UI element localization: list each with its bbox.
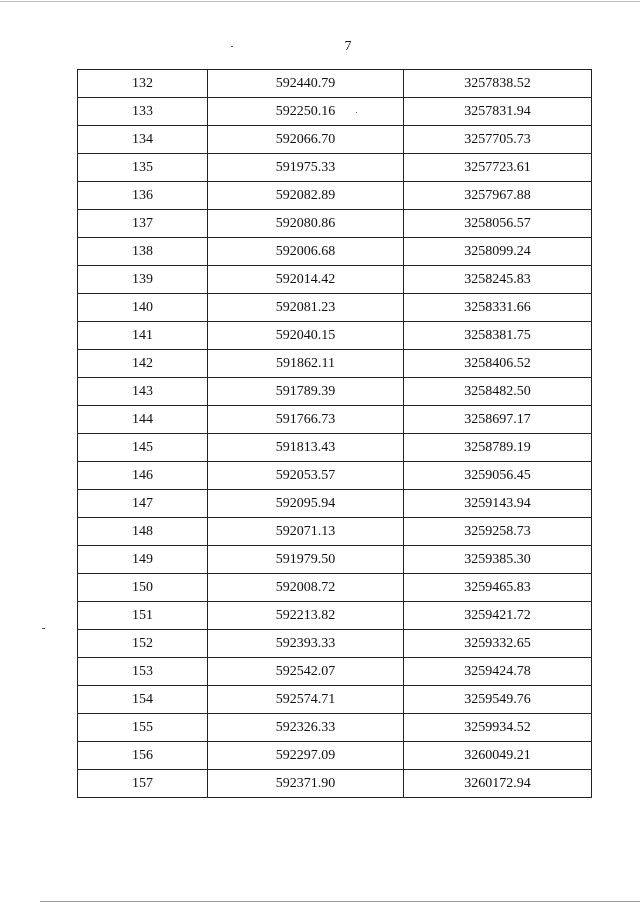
point-number-cell: 140 [78,294,208,322]
x-coordinate-cell: 591975.33 [208,154,404,182]
table-row [78,350,592,378]
point-number-cell: 132 [78,70,208,98]
x-coordinate-cell: 591862.11 [208,350,404,378]
point-number-cell: 145 [78,434,208,462]
point-number-cell: 136 [78,182,208,210]
point-number-cell: 147 [78,490,208,518]
y-coordinate-cell: 3258099.24 [404,238,592,266]
point-number-cell: 154 [78,686,208,714]
x-coordinate-cell: 592053.57 [208,462,404,490]
x-coordinate-cell: 592040.15 [208,322,404,350]
coordinate-table [77,69,592,798]
y-coordinate-cell: 3258056.57 [404,210,592,238]
y-coordinate-cell: 3257831.94 [404,98,592,126]
point-number-cell: 143 [78,378,208,406]
scan-edge-bottom [40,901,640,902]
y-coordinate-cell: 3258789.19 [404,434,592,462]
x-coordinate-cell: 592014.42 [208,266,404,294]
scan-speck [231,46,233,47]
point-number-cell: 134 [78,126,208,154]
x-coordinate-cell: 592066.70 [208,126,404,154]
table-row [78,98,592,126]
table-row [78,154,592,182]
y-coordinate-cell: 3259332.65 [404,630,592,658]
point-number-cell: 148 [78,518,208,546]
x-coordinate-cell: 592008.72 [208,574,404,602]
table-row [78,462,592,490]
x-coordinate-cell: 592371.90 [208,770,404,798]
point-number-cell: 149 [78,546,208,574]
scan-speck [42,628,45,629]
y-coordinate-cell: 3259549.76 [404,686,592,714]
table-row [78,266,592,294]
point-number-cell: 135 [78,154,208,182]
point-number-cell: 141 [78,322,208,350]
y-coordinate-cell: 3259258.73 [404,518,592,546]
point-number-cell: 139 [78,266,208,294]
table-row [78,182,592,210]
scan-edge-top [0,1,640,2]
x-coordinate-cell: 592250.16 [208,98,404,126]
table-row [78,406,592,434]
table-row [78,294,592,322]
table-row [78,210,592,238]
y-coordinate-cell: 3259143.94 [404,490,592,518]
table-row [78,70,592,98]
point-number-cell: 155 [78,714,208,742]
y-coordinate-cell: 3258482.50 [404,378,592,406]
point-number-cell: 144 [78,406,208,434]
y-coordinate-cell: 3257723.61 [404,154,592,182]
table-row [78,686,592,714]
x-coordinate-cell: 591766.73 [208,406,404,434]
y-coordinate-cell: 3259934.52 [404,714,592,742]
x-coordinate-cell: 591979.50 [208,546,404,574]
table-row [78,714,592,742]
y-coordinate-cell: 3257705.73 [404,126,592,154]
y-coordinate-cell: 3260172.94 [404,770,592,798]
y-coordinate-cell: 3259385.30 [404,546,592,574]
x-coordinate-cell: 591813.43 [208,434,404,462]
point-number-cell: 146 [78,462,208,490]
x-coordinate-cell: 592213.82 [208,602,404,630]
point-number-cell: 153 [78,658,208,686]
y-coordinate-cell: 3257838.52 [404,70,592,98]
y-coordinate-cell: 3258381.75 [404,322,592,350]
y-coordinate-cell: 3259056.45 [404,462,592,490]
x-coordinate-cell: 592297.09 [208,742,404,770]
page-number: 7 [344,39,352,54]
x-coordinate-cell: 592071.13 [208,518,404,546]
point-number-cell: 150 [78,574,208,602]
x-coordinate-cell: 592440.79 [208,70,404,98]
x-coordinate-cell: 592080.86 [208,210,404,238]
x-coordinate-cell: 592326.33 [208,714,404,742]
x-coordinate-cell: 591789.39 [208,378,404,406]
point-number-cell: 142 [78,350,208,378]
table-row [78,322,592,350]
point-number-cell: 157 [78,770,208,798]
table-row [78,742,592,770]
y-coordinate-cell: 3259421.72 [404,602,592,630]
table-row [78,602,592,630]
point-number-cell: 133 [78,98,208,126]
x-coordinate-cell: 592393.33 [208,630,404,658]
x-coordinate-cell: 592082.89 [208,182,404,210]
table-row [78,490,592,518]
table-row [78,518,592,546]
point-number-cell: 152 [78,630,208,658]
x-coordinate-cell: 592542.07 [208,658,404,686]
point-number-cell: 151 [78,602,208,630]
x-coordinate-cell: 592095.94 [208,490,404,518]
y-coordinate-cell: 3258331.66 [404,294,592,322]
table-row [78,546,592,574]
y-coordinate-cell: 3258697.17 [404,406,592,434]
table-row [78,658,592,686]
y-coordinate-cell: 3258245.83 [404,266,592,294]
point-number-cell: 156 [78,742,208,770]
table-row [78,238,592,266]
coordinate-table-body [78,70,592,798]
table-row [78,434,592,462]
table-row [78,126,592,154]
x-coordinate-cell: 592081.23 [208,294,404,322]
point-number-cell: 137 [78,210,208,238]
x-coordinate-cell: 592006.68 [208,238,404,266]
table-row [78,630,592,658]
table-row [78,770,592,798]
table-row [78,574,592,602]
y-coordinate-cell: 3258406.52 [404,350,592,378]
point-number-cell: 138 [78,238,208,266]
y-coordinate-cell: 3259424.78 [404,658,592,686]
y-coordinate-cell: 3260049.21 [404,742,592,770]
y-coordinate-cell: 3259465.83 [404,574,592,602]
y-coordinate-cell: 3257967.88 [404,182,592,210]
table-row [78,378,592,406]
x-coordinate-cell: 592574.71 [208,686,404,714]
